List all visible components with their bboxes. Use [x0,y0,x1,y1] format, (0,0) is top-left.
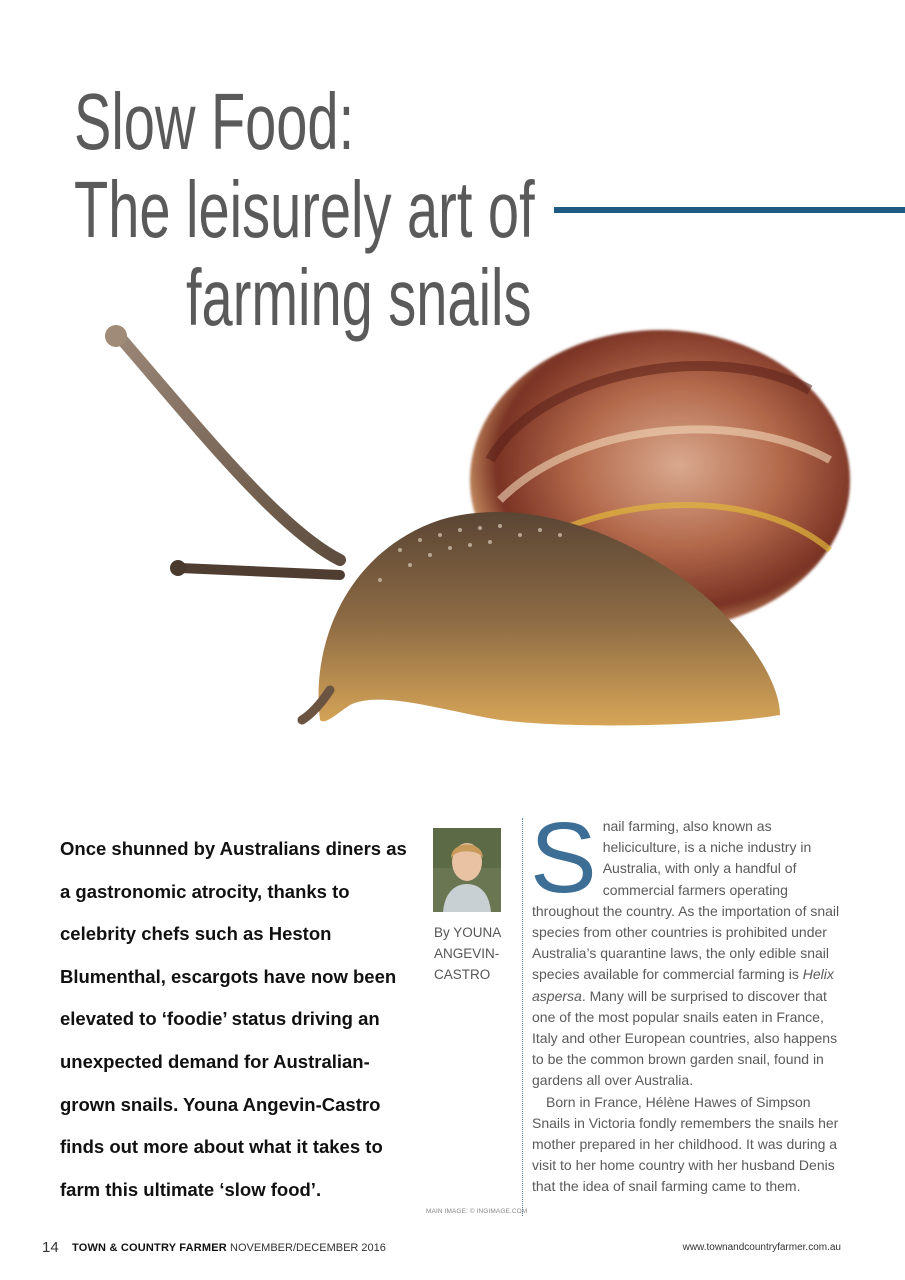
standfirst: Once shunned by Australians diners as a gastronomic atrocity, thanks to celebrity chefs such as Heston Blumenthal, escargots have now been elevated to ‘foodie’ status driving an unexpected demand for Australian-grown snails. Youna Angevin-Castro finds out more about what it takes to farm this ultimate ‘slow food’. [60,838,407,1200]
body-paragraph-1b: . Many will be surprised to discover that one of the most popular snails eaten in France, Italy and other European countries, also happens to be the common brown garden snail, found in gardens all over Australia. [532,987,838,1089]
snail-photo [20,250,905,800]
article-body [530,802,844,1198]
author-photo [433,828,501,912]
headline-line-2: The leisurely art of [74,165,535,254]
issue-date: NOVEMBER/DECEMBER 2016 [230,1242,386,1254]
body-paragraph-1a: nail farming, also known as heliciculture, is a niche industry in Australia, with only a handful of commercial farmers operating throughout the country. As the importation of snail species from other countries is prohibited under Australia’s quarantine laws, the only edible snail species available for commercial farming is [532,818,840,983]
species-name: Helix aspersa [532,966,834,1004]
byline-line-1: By YOUNA [434,925,502,940]
magazine-name: TOWN & COUNTRY FARMER [72,1242,227,1254]
byline [434,922,514,985]
website-url: www.townandcountryfarmer.com.au [682,1242,841,1253]
drop-cap: S [530,802,597,914]
page-number: 14 [42,1239,59,1256]
byline-line-2: ANGEVIN- [434,946,500,961]
headline-line-1: Slow Food: [74,77,355,166]
body-paragraph-2: Born in France, Hélène Hawes of Simpson Snails in Victoria fondly remembers the snails her mother prepared in her childhood. It was during a visit to her home country with her husband Denis that the idea of snail farming came to them. [532,1093,839,1195]
image-credit: MAIN IMAGE: © INGIMAGE.COM [426,1208,528,1215]
headline-line-3: farming snails [186,253,532,342]
page-footer [0,1239,905,1259]
column-divider [522,818,523,1216]
accent-rule [554,207,905,213]
byline-line-3: CASTRO [434,967,491,982]
